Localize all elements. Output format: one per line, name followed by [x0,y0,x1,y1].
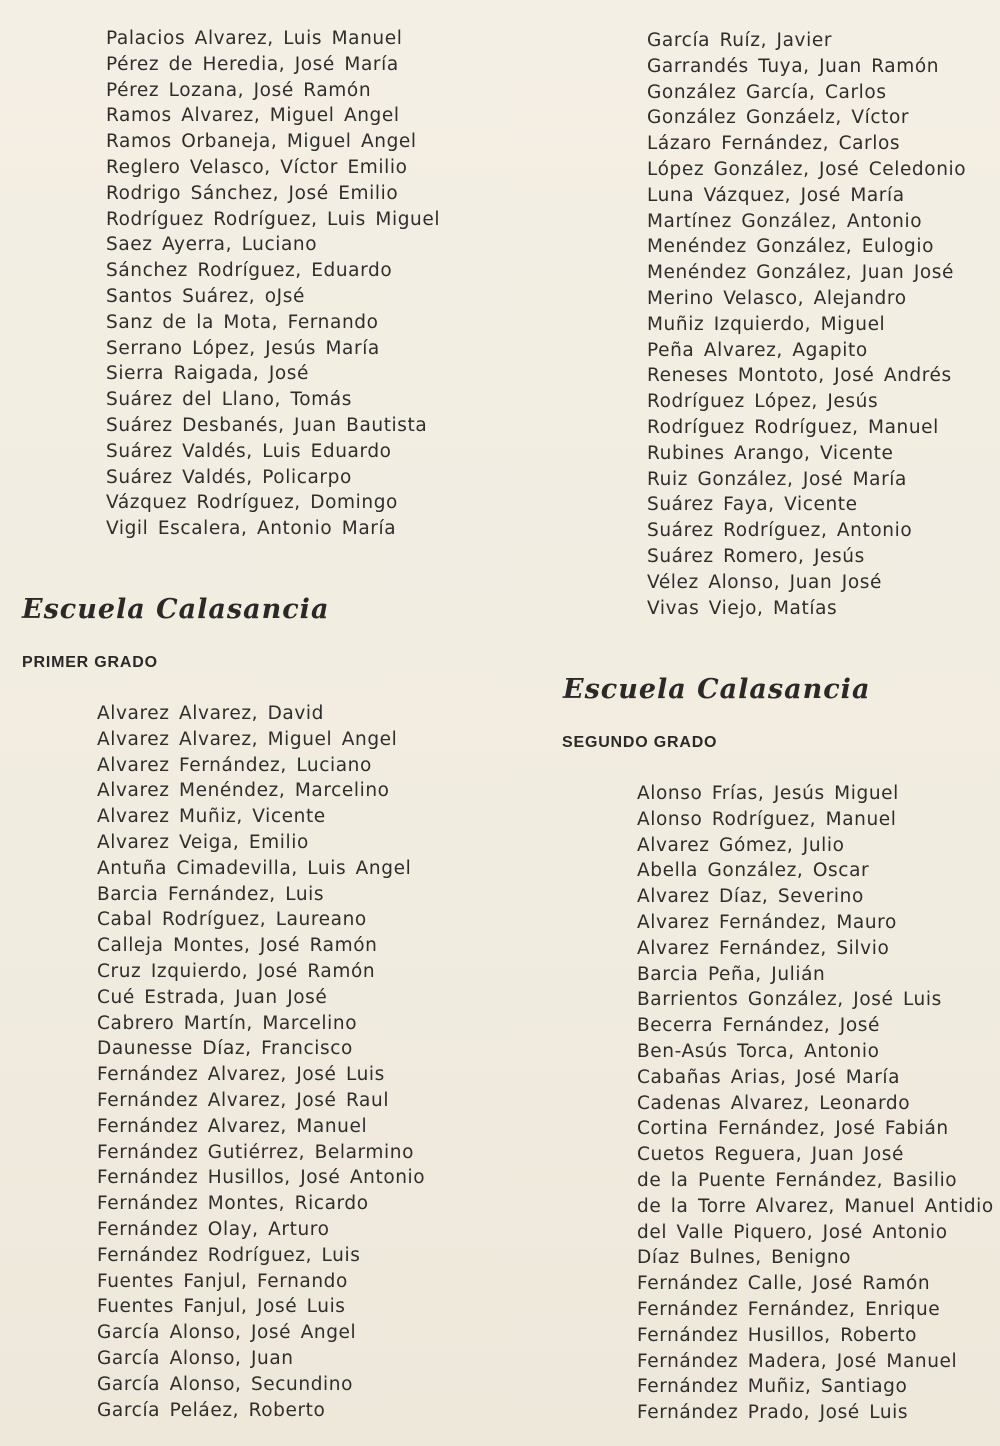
list-item: Fuentes Fanjul, Fernando [97,1270,348,1292]
list-item: Cué Estrada, Juan José [97,986,328,1008]
list-item: Suárez Desbanés, Juan Bautista [106,414,428,436]
list-item: Alvarez Díaz, Severino [637,886,864,908]
list-item: Fernández Muñiz, Santiago [637,1376,908,1398]
list-item: Suárez del Llano, Tomás [106,389,352,411]
name-list-primer-grado [97,701,425,1423]
list-item: Suárez Rodríguez, Antonio [647,520,913,542]
list-item: González García, Carlos [647,81,887,103]
list-item: Fernández Husillos, José Antonio [97,1167,426,1189]
list-item: Fernández Alvarez, José Luis [97,1064,385,1086]
list-item: Calleja Montes, José Ramón [97,935,378,957]
list-item: Pérez Lozana, José Ramón [106,79,372,101]
list-item: García Ruíz, Javier [647,30,833,51]
name-list-segundo-grado [637,781,994,1426]
list-item: Alvarez Fernández, Luciano [97,754,372,776]
list-item: Fernández Fernández, Enrique [637,1298,941,1320]
list-item: Barcia Peña, Julián [637,963,826,985]
list-item: Fernández Gutiérrez, Belarmino [97,1141,415,1163]
list-item: Cadenas Alvarez, Leonardo [637,1092,911,1114]
list-item: Sanz de la Mota, Fernando [106,311,379,333]
list-item: de la Puente Fernández, Basilio [637,1169,958,1191]
list-item: Alvarez Fernández, Silvio [637,937,890,959]
list-item: González Gonzáelz, Víctor [647,107,910,129]
list-item: Alvarez Veiga, Emilio [97,831,309,853]
list-item: Fernández Olay, Arturo [97,1218,330,1240]
list-item: Alvarez Fernández, Mauro [637,911,897,933]
list-item: Suárez Faya, Vicente [647,494,858,516]
list-item: Pérez de Heredia, José María [106,53,399,75]
list-item: Suárez Valdés, Policarpo [106,466,352,488]
list-item: Barcia Fernández, Luis [97,883,325,905]
list-item: Díaz Bulnes, Benigno [637,1247,852,1269]
list-item: Alvarez Alvarez, Miguel Angel [97,728,398,750]
list-item: Martínez González, Antonio [647,210,923,232]
list-item: Fernández Rodríguez, Luis [97,1244,361,1266]
list-item: Suárez Valdés, Luis Eduardo [106,440,392,462]
name-list-right-top [647,28,966,621]
list-item: Fernández Alvarez, José Raul [97,1089,390,1111]
grade-label-left: PRIMER GRADO [22,654,158,671]
list-item: Cabañas Arias, José María [637,1066,901,1088]
list-item: Alonso Rodríguez, Manuel [637,808,897,830]
list-item: Ramos Alvarez, Miguel Angel [106,105,400,127]
list-item: Alonso Frías, Jesús Miguel [637,783,899,804]
list-item: Fernández Calle, José Ramón [637,1273,931,1295]
list-item: Merino Velasco, Alejandro [647,287,907,309]
list-item: Fernández Prado, José Luis [637,1402,909,1424]
list-item: Daunesse Díaz, Francisco [97,1038,353,1060]
list-item: Becerra Fernández, José [637,1015,881,1037]
list-item: del Valle Piquero, José Antonio [637,1221,948,1243]
list-item: Saez Ayerra, Luciano [106,234,318,256]
list-item: Ramos Orbaneja, Miguel Angel [106,131,417,153]
name-list-left-top [106,26,440,542]
grade-label-right: SEGUNDO GRADO [562,734,718,751]
list-item: Menéndez González, Eulogio [647,236,934,258]
list-item: Antuña Cimadevilla, Luis Angel [97,857,412,879]
section-heading-right: Escuela Calasancia [563,674,871,705]
list-item: Menéndez González, Juan José [647,262,955,284]
list-item: Fernández Alvarez, Manuel [97,1115,368,1137]
list-item: López González, José Celedonio [647,158,967,180]
list-item: Alvarez Gómez, Julio [637,834,845,856]
list-item: Fernández Montes, Ricardo [97,1193,369,1215]
list-item: Santos Suárez, oJsé [106,285,305,307]
list-item: Luna Vázquez, José María [647,184,905,206]
list-item: Ruiz González, José María [647,468,907,490]
list-item: García Peláez, Roberto [97,1399,326,1421]
list-item: Ben-Asús Torca, Antonio [637,1040,880,1062]
list-item: Vélez Alonso, Juan José [647,571,882,593]
list-item: Sierra Raigada, José [106,363,310,385]
list-item: Cortina Fernández, José Fabián [637,1118,949,1140]
list-item: García Alonso, Secundino [97,1373,354,1395]
list-item: Alvarez Menéndez, Marcelino [97,780,390,802]
list-item: Cabal Rodríguez, Laureano [97,909,367,931]
list-item: Suárez Romero, Jesús [647,545,865,567]
list-item: Garrandés Tuya, Juan Ramón [647,55,940,77]
list-item: Abella González, Oscar [637,860,870,882]
list-item: Fernández Husillos, Roberto [637,1324,918,1346]
list-item: Vivas Viejo, Matías [647,597,838,619]
list-item: Rubines Arango, Vicente [647,442,894,464]
section-heading-left: Escuela Calasancia [22,594,330,625]
list-item: Rodríguez López, Jesús [647,391,879,413]
list-item: Reneses Montoto, José Andrés [647,365,952,387]
list-item: Vigil Escalera, Antonio María [106,518,397,540]
list-item: Alvarez Alvarez, David [97,703,324,724]
list-item: Cruz Izquierdo, José Ramón [97,960,376,982]
list-item: Vázquez Rodríguez, Domingo [106,492,398,514]
list-item: Cuetos Reguera, Juan José [637,1144,904,1166]
list-item: Fernández Madera, José Manuel [637,1350,958,1372]
list-item: Lázaro Fernández, Carlos [647,133,901,155]
list-item: Muñiz Izquierdo, Miguel [647,313,886,335]
list-item: Serrano López, Jesús María [106,337,380,359]
list-item: de la Torre Alvarez, Manuel Antidio [637,1195,994,1217]
list-item: Alvarez Muñiz, Vicente [97,806,326,828]
list-item: Peña Alvarez, Agapito [647,339,868,361]
list-item: Fuentes Fanjul, José Luis [97,1296,346,1318]
list-item: Palacios Alvarez, Luis Manuel [106,28,403,49]
list-item: Reglero Velasco, Víctor Emilio [106,156,408,178]
list-item: Rodríguez Rodríguez, Luis Miguel [106,208,441,230]
list-item: Sánchez Rodríguez, Eduardo [106,260,393,282]
list-item: Rodríguez Rodríguez, Manuel [647,416,939,438]
list-item: Cabrero Martín, Marcelino [97,1012,358,1034]
list-item: Rodrigo Sánchez, José Emilio [106,182,399,204]
list-item: García Alonso, José Angel [97,1322,357,1344]
list-item: García Alonso, Juan [97,1347,294,1369]
list-item: Barrientos González, José Luis [637,989,942,1011]
